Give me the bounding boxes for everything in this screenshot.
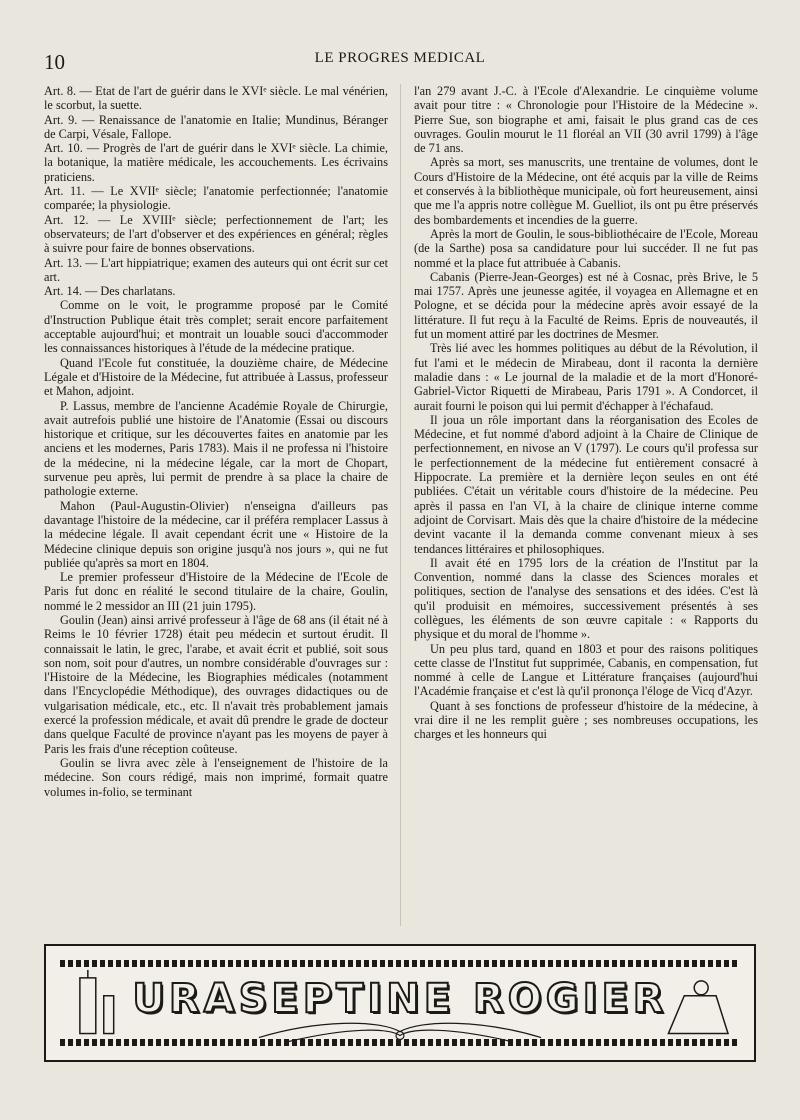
paragraph: Après sa mort, ses manuscrits, une trentaine de volumes, dont le Cours d'Histoire de la Médecine, ont été acquis par la ville de Reims et conservés à la bibliothèque municipale, où fort heureusement, ainsi que me l'a appris notre collègue M. Guelliot, ils ont pu être préservés des bombardements et incendies de la guerre. <box>414 155 758 227</box>
paragraph: Art. 9. — Renaissance de l'anatomie en Italie; Mundinus, Béranger de Carpi, Vésale, Fallope. <box>44 112 388 141</box>
paragraph: Il avait été en 1795 lors de la création de l'Institut par la Convention, nommé dans la classe des Sciences morales et politiques, section de l'analyse des sensations et des idées. C'est là qu'il produisit en mémoires, successivement présentés à ses collègues, les éléments de son œuvre capitale : « Rapports du physique et du moral de l'homme ». <box>414 555 758 642</box>
paragraph: l'an 279 avant J.-C. à l'Ecole d'Alexandrie. Le cinquième volume avait pour titre : « Chronologie pour l'Histoire de la Médecine ». Pierre Sue, son biographe et ami, faisait le plus grand cas de ces ouvrages. Goulin mourut le 11 floréal an VII (30 avril 1799) à l'âge de 71 ans. <box>414 84 758 156</box>
paragraph: Quand l'Ecole fut constituée, la douzième chaire, de Médecine Légale et d'Histoire de la Médecine, fut attribuée à Lassus, professeur et Mahon, adjoint. <box>44 355 388 399</box>
paragraph: Un peu plus tard, quand en 1803 et pour des raisons politiques cette classe de l'Institut fut supprimée, Cabanis, en compensation, fut nommé à celle de Langue et Littérature françaises (aujourd'hui l'Académie française et c'est là qu'il prononça l'éloge de Vicq d'Azyr. <box>414 641 758 699</box>
paragraph: Après la mort de Goulin, le sous-bibliothécaire de l'Ecole, Moreau (de la Sarthe) posa sa candidature pour lui succéder. Il ne fut pas nommé et la place fut attribuée à Cabanis. <box>414 226 758 270</box>
paragraph: Art. 13. — L'art hippiatrique; examen des auteurs qui ont écrit sur cet art. <box>44 255 388 284</box>
paragraph: Il joua un rôle important dans la réorganisation des Ecoles de Médecine, et fut nommé d'abord adjoint à la Chaire de Clinique de perfectionnement, en nivose an V (1797). Le cours qu'il professa sur le perfectionnement de la médecine fut entièrement consacré à Hippocrate. La première et la dernière leçon seules en ont été publiées. C'était un véritable cours d'histoire de la médecine. Peu après il passa en l'an VI, à la chaire de clinique interne comme adjoint de Corvisart. Mais dès que la chaire d'histoire de la médecine devint vacante il la demanda comme convenant mieux à ses tendances littéraires et philosophiques. <box>414 412 758 556</box>
paragraph: Cabanis (Pierre-Jean-Georges) est né à Cosnac, près Brive, le 5 mai 1757. Après une jeunesse agitée, il voyagea en Allemagne et en Pologne, et se décida pour la médecine après avoir essayé de la littérature. Il fut reçu à la Faculté de Reims. Epris de nouveautés, il fut un moment attiré par les doctrines de Mesmer. <box>414 269 758 342</box>
paragraph: Art. 8. — Etat de l'art de guérir dans le XVIᵉ siècle. Le mal vénérien, le scorbut, la suette. <box>44 84 388 113</box>
running-head: LE PROGRES MEDICAL <box>314 50 486 66</box>
paragraph: P. Lassus, membre de l'ancienne Académie Royale de Chirurgie, avait autrefois publié une histoire de l'Anatomie (Essai ou discours historique et critique, sur les découvertes faites en anatomie par les anciens et les modernes, Paris 1783). Mais il ne professa ni l'histoire de la médecine, ni la médecine légale, car la mort de Chopart, survenue peu après, lui permit de prendre à sa place la chaire de pathologie externe. <box>44 398 388 499</box>
paragraph: Goulin se livra avec zèle à l'enseignement de l'histoire de la médecine. Son cours rédigé, mais non imprimé, formait quatre volumes in-folio, se terminant <box>44 755 388 799</box>
paragraph: Goulin (Jean) ainsi arrivé professeur à l'âge de 68 ans (il était né à Reims le 10 février 1728) était peu médecin et surtout érudit. Il connaissait le latin, le grec, l'arabe, et avait écrit et publié, soit sous son nom, soit pour d'autres, un nombre considérable d'ouvrages sur : l'Histoire de la Médecine, les Biographies médicales (notamment dans l'Encyclopédie Méthodique), des ouvrages didactiques ou de vulgarisation médicale, etc., etc. Il n'avait très probablement jamais exercé la profession médicale, et avait dû prendre le grade de docteur dans quelque Faculté de province n'ayant pas les moyens de payer à Paris les frais d'une réception coûteuse. <box>44 612 388 756</box>
paragraph: Art. 11. — Le XVIIᵉ siècle; l'anatomie perfectionnée; l'anatomie comparée; la physiologie. <box>44 184 388 213</box>
paragraph: Quant à ses fonctions de professeur d'histoire de la médecine, à vrai dire il ne les remplit guère ; ses nombreuses occupations, les charges et les honneurs qui <box>414 698 758 742</box>
page-number: 10 <box>44 50 65 74</box>
paragraph: Art. 12. — Le XVIIIᵉ siècle; perfectionnement de l'art; les observateurs; de l'art d'observer et des expériences en général; règles à suivre pour faire de bonnes observations. <box>44 212 388 256</box>
paragraph: Très lié avec les hommes politiques au début de la Révolution, il fut l'ami et le médecin de Mirabeau, dont il raconta la dernière maladie dans : « Le journal de la maladie et de la mort d'Honoré-Gabriel-Victor Riquetti de Mirabeau, Paris 1791 ». A Condorcet, il aurait fourni le poison qui lui permit d'échapper à l'échafaud. <box>414 341 758 413</box>
advertisement <box>44 944 756 1062</box>
paragraph: Art. 14. — Des charlatans. <box>44 284 176 299</box>
paragraph: Art. 10. — Progrès de l'art de guérir dans le XVIᵉ siècle. La chimie, la botanique, la matière médicale, les accouchements. Les écrivains praticiens. <box>44 141 388 184</box>
advertisement-frame <box>60 956 740 1050</box>
column-divider <box>400 84 401 926</box>
right-column <box>414 84 758 742</box>
left-column <box>44 84 388 799</box>
advertisement-title: URASEPTINE ROGIER <box>132 976 668 1022</box>
paragraph: Mahon (Paul-Augustin-Olivier) n'enseigna d'ailleurs pas davantage l'histoire de la médecine, car il préféra remplacer Lassus à la médecine légale. Il avait cependant écrit une « Histoire de la Médecine clinique depuis son origine jusqu'à nos jours », qui ne fut publiée qu'après sa mort en 1804. <box>44 498 388 570</box>
paragraph: Le premier professeur d'Histoire de la Médecine de l'Ecole de Paris fut donc en réalité le second titulaire de la chaire, Goulin, nommé le 2 messidor an III (21 juin 1795). <box>44 570 388 613</box>
flourish-icon <box>259 1023 541 1041</box>
paragraph: Comme on le voit, le programme proposé par le Comité d'Instruction Publique était très complet; serait encore parfaitement acceptable aujourd'hui; et montrait un louable souci d'accommoder les connaissances historiques à l'étude de la médecine pratique. <box>44 298 388 356</box>
